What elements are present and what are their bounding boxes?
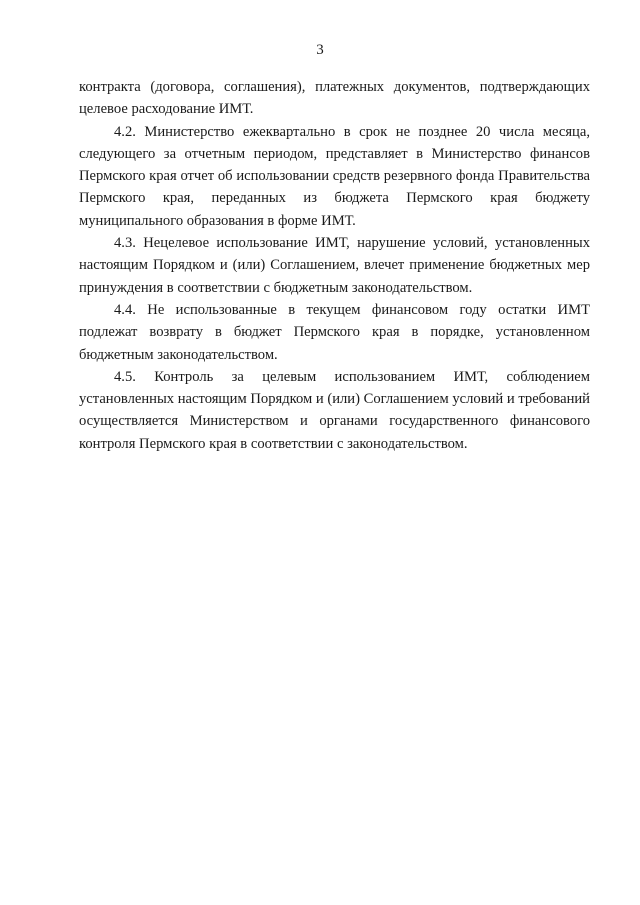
paragraph-4-2: 4.2. Министерство ежеквартально в срок не позднее 20 числа месяца, следующего за отчетным периодом, представляет в Министерство финансов Пермского края отчет об использовании средств резервного фонда Правительства Пермского края, переданных из бюджета Пермского края бюджету муниципального образования в форме ИМТ. (79, 123, 590, 229)
paragraph-4-4: 4.4. Не использованные в текущем финансовом году остатки ИМТ подлежат возврату в бюджет Пермского края в порядке, установленном бюджетным законодательством. (79, 301, 590, 363)
paragraph-continuation: контракта (договора, соглашения), платежных документов, подтверждающих целевое расходование ИМТ. (79, 79, 590, 118)
document-body (79, 76, 590, 455)
paragraph-4-5: 4.5. Контроль за целевым использованием ИМТ, соблюдением установленных настоящим Порядком и (или) Соглашением условий и требований осуществляется Министерством и органами государственного финансового контроля Пермского края в соответствии с законодательством. (79, 368, 590, 452)
page-number: 3 (316, 42, 324, 58)
paragraph-4-3: 4.3. Нецелевое использование ИМТ, нарушение условий, установленных настоящим Порядком и (или) Соглашением, влечет применение бюджетных мер принуждения в соответствии с бюджетным законодательством. (79, 235, 590, 296)
